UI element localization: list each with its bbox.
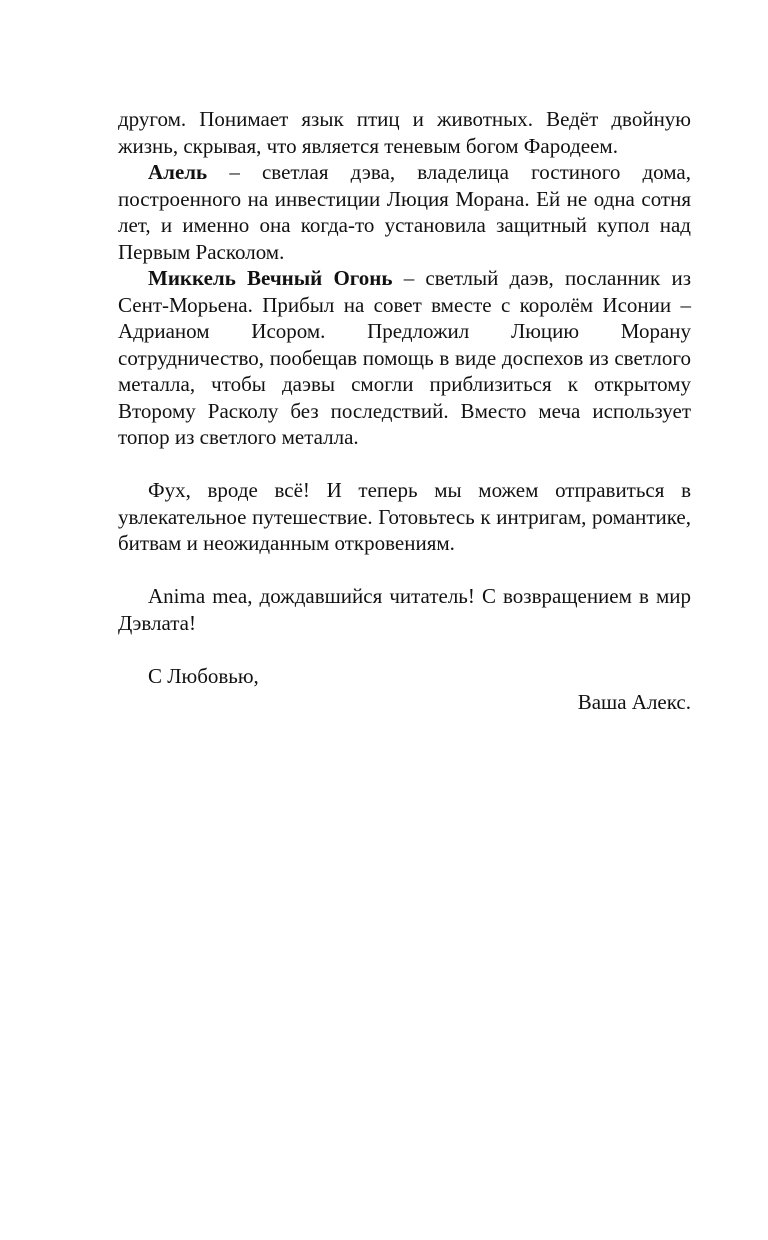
paragraph-continuation: другом. Понимает язык птиц и животных. Ведёт двойную жизнь, скрывая, что является теневым богом Фародеем. <box>118 107 691 158</box>
closing-line: С Любовью, <box>148 663 259 688</box>
character-description-alel: – светлая дэва, владелица гостиного дома, построенного на инвестиции Люция Морана. Ей не одна сотня лет, и именно она когда-то установила защитный купол над Первым Расколом. <box>118 160 691 264</box>
character-description-mikkel: – светлый даэв, посланник из Сент-Морьена. Прибыл на совет вместе с королём Исонии – Адрианом Исором. Предложил Люцию Морану сотрудничество, пообещав помощь в виде доспехов из светлого металла, чтобы даэвы смогли приблизиться к открытому Второму Расколу без последствий. Вместо меча использует топор из светлого металла. <box>118 266 691 449</box>
character-name-mikkel: Миккель Вечный Огонь <box>148 266 393 290</box>
paragraph-mikkel <box>118 265 691 451</box>
paragraph-journey: Фух, вроде всё! И теперь мы можем отправиться в увлекательное путешествие. Готовьтесь к интригам, романтике, битвам и неожиданным откровениям. <box>118 478 691 555</box>
paragraph-welcome: Anima mea, дождавшийся читатель! С возвращением в мир Дэвлата! <box>118 584 691 635</box>
character-name-alel: Алель <box>148 160 208 184</box>
paragraph-alel <box>118 159 691 265</box>
signature: Ваша Алекс. <box>577 690 691 714</box>
page-body <box>118 106 691 716</box>
